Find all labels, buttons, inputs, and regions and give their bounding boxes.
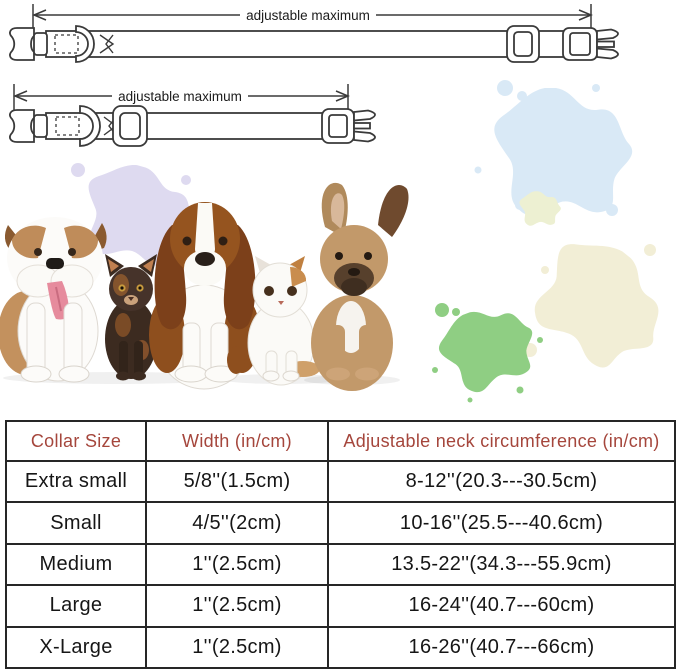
cell-size: Small bbox=[6, 502, 146, 543]
tortoiseshell-kitten-image bbox=[105, 254, 157, 381]
buckle-female bbox=[10, 110, 34, 142]
cell-neck: 10-16''(25.5---40.6cm) bbox=[328, 502, 675, 543]
cell-size: X-Large bbox=[6, 627, 146, 668]
col-header-width: Width (in/cm) bbox=[146, 421, 328, 461]
cell-neck: 16-26''(40.7---66cm) bbox=[328, 627, 675, 668]
table-row bbox=[6, 544, 675, 585]
cell-width: 1''(2.5cm) bbox=[146, 544, 328, 585]
buckle-prong-bottom bbox=[597, 49, 618, 59]
col-header-collar-size: Collar Size bbox=[6, 421, 146, 461]
buckle-female-bar bbox=[34, 115, 47, 137]
buckle-male-inner bbox=[329, 115, 347, 137]
table-row bbox=[6, 502, 675, 543]
cell-neck: 16-24''(40.7---60cm) bbox=[328, 585, 675, 626]
buckle-female bbox=[10, 28, 34, 60]
cell-width: 1''(2.5cm) bbox=[146, 627, 328, 668]
buckle-female-bar bbox=[34, 33, 47, 55]
dimension-label: adjustable maximum bbox=[246, 8, 370, 23]
paint-splat-cream bbox=[514, 221, 679, 385]
cell-width: 5/8''(1.5cm) bbox=[146, 461, 328, 502]
collar-strap bbox=[46, 31, 574, 57]
buckle-prong-bottom bbox=[354, 132, 375, 142]
buckle-prong-top bbox=[354, 111, 375, 121]
exotic-shorthair-cat-image bbox=[248, 256, 320, 385]
collar-diagram-small bbox=[0, 76, 420, 162]
col-header-neck-circumference: Adjustable neck circumference (in/cm) bbox=[328, 421, 675, 461]
buckle-male-inner bbox=[570, 33, 590, 55]
cell-size: Medium bbox=[6, 544, 146, 585]
animals-group bbox=[0, 183, 409, 391]
tri-glide-slider-inner bbox=[120, 113, 140, 139]
cell-neck: 8-12''(20.3---30.5cm) bbox=[328, 461, 675, 502]
buckle-prong-middle bbox=[354, 123, 370, 129]
english-bulldog-image bbox=[0, 217, 107, 382]
size-chart-table bbox=[5, 420, 676, 669]
dimension-label: adjustable maximum bbox=[118, 89, 242, 104]
buckle-prong-top bbox=[597, 30, 618, 40]
cell-neck: 13.5-22''(34.3---55.9cm) bbox=[328, 544, 675, 585]
cell-size: Extra small bbox=[6, 461, 146, 502]
tri-glide-slider-inner bbox=[514, 32, 532, 56]
french-bulldog-image bbox=[311, 183, 409, 391]
table-header-row bbox=[6, 421, 675, 461]
paint-splat-blue bbox=[475, 80, 633, 216]
buckle-prong-middle bbox=[597, 42, 614, 48]
collar-strap bbox=[46, 113, 324, 139]
cell-size: Large bbox=[6, 585, 146, 626]
table-row bbox=[6, 461, 675, 502]
table-row bbox=[6, 585, 675, 626]
table-row bbox=[6, 627, 675, 668]
cell-width: 4/5''(2cm) bbox=[146, 502, 328, 543]
cell-width: 1''(2.5cm) bbox=[146, 585, 328, 626]
